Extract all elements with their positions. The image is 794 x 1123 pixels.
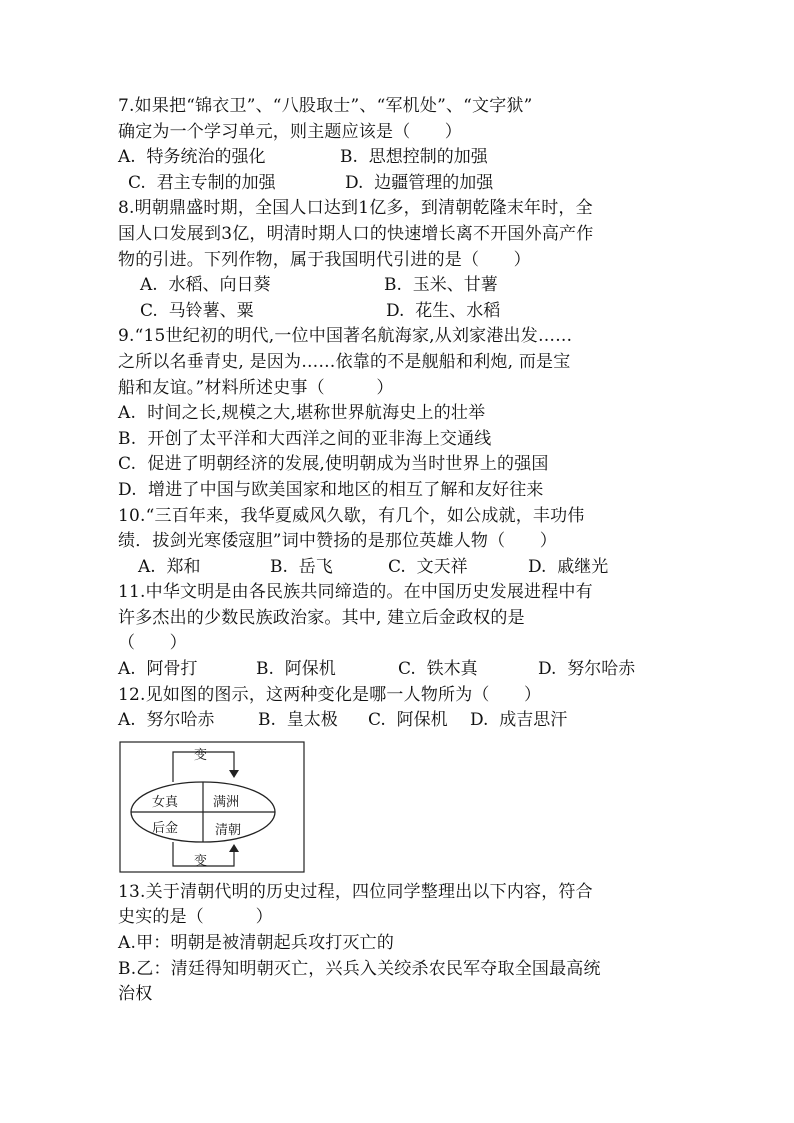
- q10-options-row: [118, 555, 678, 581]
- q11-options-row: [118, 657, 678, 683]
- q11-stem-line2: 许多杰出的少数民族政治家。其中, 建立后金政权的是: [118, 607, 525, 628]
- q10-stem-line1: 10.“三百年来，我华夏威风久歇，有几个，如公成就，丰功伟: [118, 505, 585, 526]
- q11-option-b: B. 阿保机: [256, 659, 336, 680]
- q8-stem-line2: 国人口发展到3亿，明清时期人口的快速增长离不开国外高产作: [118, 223, 594, 244]
- q11-option-c: C. 铁木真: [398, 659, 478, 680]
- q9-stem-line1: 9.“15世纪初的明代,一位中国著名航海家,从刘家港出发……: [118, 326, 573, 347]
- q13-option-b-line1: B.乙：清廷得知明朝灭亡，兴兵入关绞杀农民军夺取全国最高统: [118, 958, 601, 979]
- q12-option-d: D. 成吉思汗: [470, 710, 568, 731]
- q8-options-row2: [118, 299, 678, 325]
- q13-stem-line2: 史实的是（ ）: [118, 907, 273, 928]
- q12-options-row: [118, 708, 678, 734]
- q12-stem: 12.见如图的图示，这两种变化是哪一人物所为（ ）: [118, 684, 542, 705]
- q8-options-row1: [118, 273, 678, 299]
- q7-options-row1: [118, 145, 678, 171]
- q11-stem-line3: （ ）: [118, 633, 187, 654]
- diagram-label-qingchao: 清朝: [215, 822, 242, 838]
- q8-option-d: D. 花生、水稻: [386, 300, 501, 321]
- q13-option-a: A.甲：明朝是被清朝起兵攻打灭亡的: [118, 933, 395, 954]
- q7-stem-line1: 7.如果把“锦衣卫”、“八股取士”、“军机处”、“文字狱”: [118, 96, 533, 116]
- diagram-frame: [120, 742, 304, 872]
- q8-option-c: C. 马铃薯、粟: [140, 300, 254, 321]
- q7-option-c: C. 君主专制的加强: [128, 172, 276, 193]
- q8-stem-line3: 物的引进。下列作物，属于我国明代引进的是（ ）: [118, 249, 531, 270]
- q10-option-c: C. 文天祥: [388, 556, 468, 577]
- q7-stem-line2: 确定为一个学习单元，则主题应该是（ ）: [118, 121, 462, 142]
- q9-option-d: D. 增进了中国与欧美国家和地区的相互了解和友好往来: [118, 479, 544, 500]
- q7-option-a: A. 特务统治的强化: [118, 147, 266, 168]
- q9-option-a: A. 时间之长,规模之大,堪称世界航海史上的壮举: [118, 403, 486, 424]
- q13-stem-line1: 13.关于清朝代明的历史过程，四位同学整理出以下内容，符合: [118, 881, 593, 902]
- q10-option-a: A. 郑和: [138, 556, 201, 577]
- q11-option-a: A. 阿骨打: [118, 659, 198, 680]
- diagram-label-houjin: 后金: [152, 820, 179, 836]
- q7-option-d: D. 边疆管理的加强: [345, 172, 494, 193]
- q9-option-b: B. 开创了太平洋和大西洋之间的亚非海上交通线: [118, 428, 492, 449]
- q12-option-c: C. 阿保机: [368, 710, 448, 731]
- q8-option-a: A. 水稻、向日葵: [140, 275, 271, 296]
- q11-option-d: D. 努尔哈赤: [538, 659, 636, 680]
- diagram-top-label: 变: [194, 747, 208, 763]
- top-arrow-head: [229, 770, 239, 778]
- exam-page: [118, 94, 678, 1008]
- q11-stem-line1: 11.中华文明是由各民族共同缔造的。在中国历史发展进程中有: [118, 582, 593, 603]
- q12-diagram-drawing: [118, 740, 306, 874]
- q9-stem-line2: 之所以名垂青史, 是因为……依靠的不是舰船和利炮, 而是宝: [118, 351, 571, 372]
- q8-stem-line1: 8.明朝鼎盛时期，全国人口达到1亿多，到清朝乾隆末年时，全: [118, 198, 593, 219]
- q7-option-b: B. 思想控制的加强: [340, 147, 488, 168]
- q10-stem-line2: 绩．拔剑光寒倭寇胆”词中赞扬的是那位英雄人物（ ）: [118, 531, 557, 552]
- q10-option-d: D. 戚继光: [528, 556, 609, 577]
- diagram-label-nuzhen: 女真: [152, 794, 179, 810]
- q10-option-b: B. 岳飞: [270, 556, 333, 577]
- q8-option-b: B. 玉米、甘薯: [384, 275, 498, 296]
- q7-options-row2: [118, 171, 678, 197]
- diagram-label-manzhou: 满洲: [213, 794, 240, 810]
- q12-option-a: A. 努尔哈赤: [118, 710, 215, 731]
- bottom-arrow-head: [229, 844, 239, 852]
- q12-diagram: [118, 740, 306, 874]
- q9-stem-line3: 船和友谊。”材料所述史事（ ）: [118, 377, 394, 398]
- q13-option-b-line2: 治权: [118, 984, 153, 1005]
- q9-option-c: C. 促进了明朝经济的发展,使明朝成为当时世界上的强国: [118, 454, 549, 475]
- diagram-bottom-label: 变: [194, 853, 208, 869]
- q12-option-b: B. 皇太极: [258, 710, 338, 731]
